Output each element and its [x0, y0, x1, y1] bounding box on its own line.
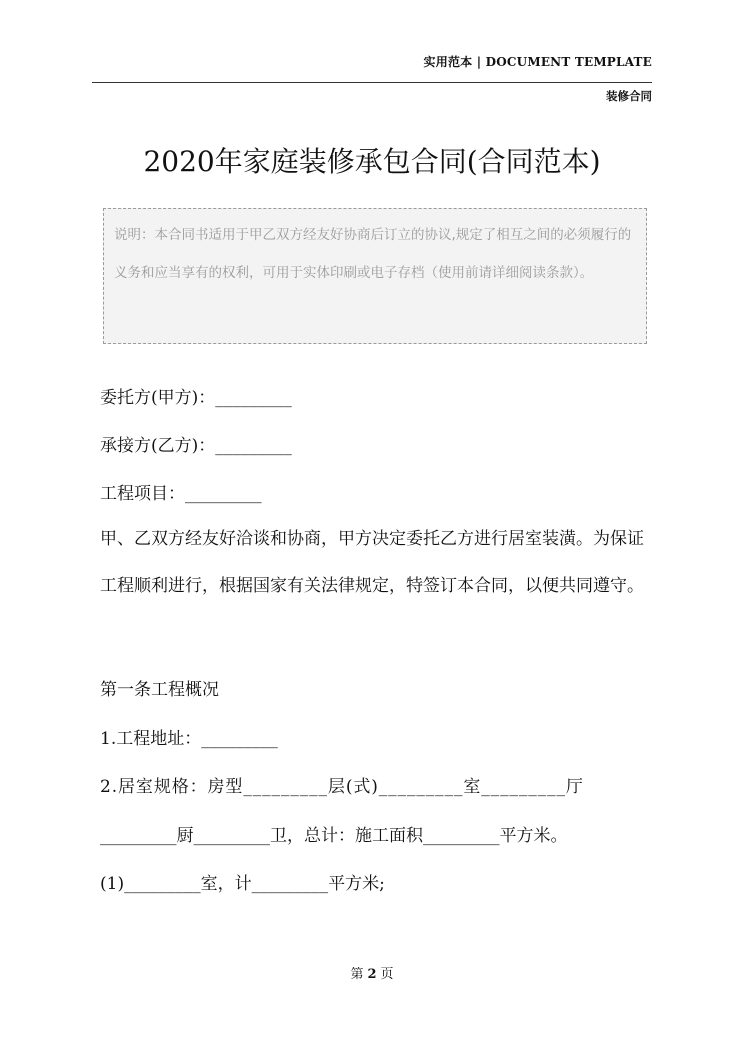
intro-paragraph: 甲、乙双方经友好洽谈和协商，甲方决定委托乙方进行居室装潢。为保证工程顺利进行，根据国家有关法律规定，特签订本合同，以便共同遵守。 [100, 529, 644, 596]
article-heading: 第一条工程概况 [100, 680, 219, 700]
header-category-label: 装修合同 [606, 89, 652, 103]
page-footer [0, 963, 744, 982]
client-party-line: 委托方(甲方)：_________ [100, 388, 292, 408]
project-line: 工程项目：_________ [100, 484, 262, 504]
header-divider [92, 82, 652, 83]
project-address-line: 1.工程地址：_________ [100, 729, 278, 749]
footer-suffix: 页 [380, 967, 394, 982]
room-area-line: (1)_________室，计_________平方米; [100, 874, 385, 894]
document-title: 2020年家庭装修承包合同(合同范本) [143, 145, 601, 178]
room-spec-line: 2.居室规格：房型_________层(式)_________室_________厅 [100, 777, 584, 797]
contractor-party-line: 承接方(乙方)：_________ [100, 436, 292, 456]
header-document-template-label: 实用范本 | DOCUMENT TEMPLATE [423, 55, 652, 69]
page-number: 2 [367, 967, 377, 982]
description-note-box: 说明：本合同书适用于甲乙双方经友好协商后订立的协议,规定了相互之间的必须履行的义务和应当享有的权利，可用于实体印刷或电子存档（使用前请详细阅读条款）。 [103, 208, 647, 344]
footer-prefix: 第 [350, 967, 364, 982]
room-spec-line-continued: _________厨_________卫，总计：施工面积_________平方米。 [100, 826, 568, 846]
